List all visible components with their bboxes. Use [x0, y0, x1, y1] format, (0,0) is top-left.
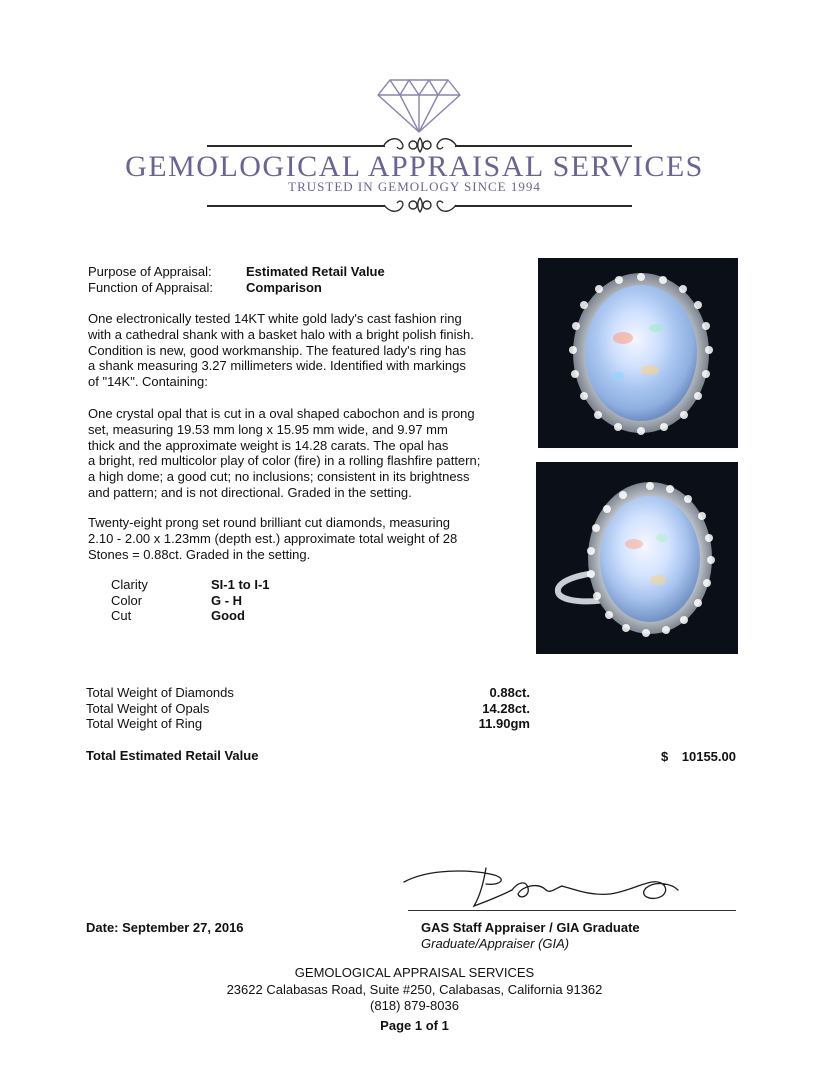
total-weight-opals-value: 14.28ct.	[482, 701, 530, 716]
appraiser-title: GAS Staff Appraiser / GIA Graduate	[421, 920, 640, 935]
total-weight-ring-label: Total Weight of Ring	[86, 716, 203, 731]
opal-description	[88, 406, 508, 501]
text-line: of "14K". Containing:	[88, 374, 208, 390]
header-bottom-rule	[207, 205, 385, 207]
grading-value-color: G - H	[211, 593, 243, 608]
text-line: Stones = 0.88ct. Graded in the setting.	[88, 546, 311, 562]
appraiser-signature	[400, 860, 700, 912]
retail-currency-symbol: $	[661, 749, 669, 764]
text-line: a bright, red multicolor play of color (fire) in a rolling flashfire pattern;	[88, 453, 481, 469]
footer-address: 23622 Calabasas Road, Suite #250, Calabasas, California 91362	[226, 981, 603, 997]
total-weight-diamonds-label: Total Weight of Diamonds	[86, 685, 234, 700]
text-line: with a cathedral shank with a basket halo with a bright polish finish.	[88, 326, 474, 342]
diamond-description	[88, 515, 508, 562]
header-top-rule	[207, 145, 385, 147]
function-value: Comparison	[246, 280, 322, 295]
text-line: and pattern; and is not directional. Graded in the setting.	[88, 484, 412, 500]
text-line: One crystal opal that is cut in a oval shaped cabochon and is prong	[88, 406, 475, 421]
text-line: thick and the approximate weight is 14.28 carats. The opal has	[88, 437, 449, 453]
footer-company: GEMOLOGICAL APPRAISAL SERVICES	[294, 965, 535, 980]
ring-photo-side	[536, 462, 738, 654]
total-weight-opals-label: Total Weight of Opals	[86, 701, 210, 716]
ornament-scroll-icon	[380, 194, 460, 216]
grading-value-clarity: SI-1 to I-1	[211, 577, 270, 592]
text-line: a shank measuring 3.27 millimeters wide. Identified with markings	[88, 358, 466, 374]
retail-value-amount: 10155.00	[681, 749, 736, 764]
grading-label-cut: Cut	[111, 608, 132, 623]
appraisal-date: Date: September 27, 2016	[86, 920, 244, 935]
text-line: set, measuring 19.53 mm long x 15.95 mm wide, and 9.97 mm	[88, 421, 448, 437]
grading-label-color: Color	[111, 593, 143, 608]
header-bottom-rule	[455, 205, 632, 207]
text-line: Condition is new, good workmanship. The featured lady's ring has	[88, 342, 467, 358]
appraiser-subtitle: Graduate/Appraiser (GIA)	[421, 936, 570, 951]
function-label: Function of Appraisal:	[88, 280, 214, 295]
diamond-logo-icon	[376, 78, 462, 134]
opal-ring-angle-view-image	[536, 462, 738, 654]
company-name: GEMOLOGICAL APPRAISAL SERVICES	[125, 150, 704, 183]
retail-value-label: Total Estimated Retail Value	[86, 748, 259, 763]
ring-description	[88, 311, 508, 390]
footer	[0, 965, 829, 1034]
ring-photo-top	[538, 258, 738, 448]
page-number: Page 1 of 1	[380, 1017, 449, 1033]
header-top-rule	[455, 145, 632, 147]
letterhead	[0, 0, 829, 230]
purpose-label: Purpose of Appraisal:	[88, 264, 212, 279]
company-tagline: TRUSTED IN GEMOLOGY SINCE 1994	[288, 179, 541, 194]
grading-value-cut: Good	[211, 608, 245, 623]
text-line: a high dome; a good cut; no inclusions; consistent in its brightness	[88, 469, 470, 485]
purpose-value: Estimated Retail Value	[246, 264, 385, 279]
grading-label-clarity: Clarity	[111, 577, 148, 592]
total-weight-ring-value: 11.90gm	[478, 716, 530, 731]
signature-line	[408, 910, 736, 911]
footer-phone: (818) 879-8036	[370, 998, 459, 1013]
opal-ring-top-view-image	[538, 258, 738, 448]
text-line: 2.10 - 2.00 x 1.23mm (depth est.) approximate total weight of 28	[88, 530, 458, 546]
total-weight-diamonds-value: 0.88ct.	[489, 685, 530, 700]
text-line: Twenty-eight prong set round brilliant cut diamonds, measuring	[88, 515, 451, 530]
text-line: One electronically tested 14KT white gold lady's cast fashion ring	[88, 311, 462, 326]
